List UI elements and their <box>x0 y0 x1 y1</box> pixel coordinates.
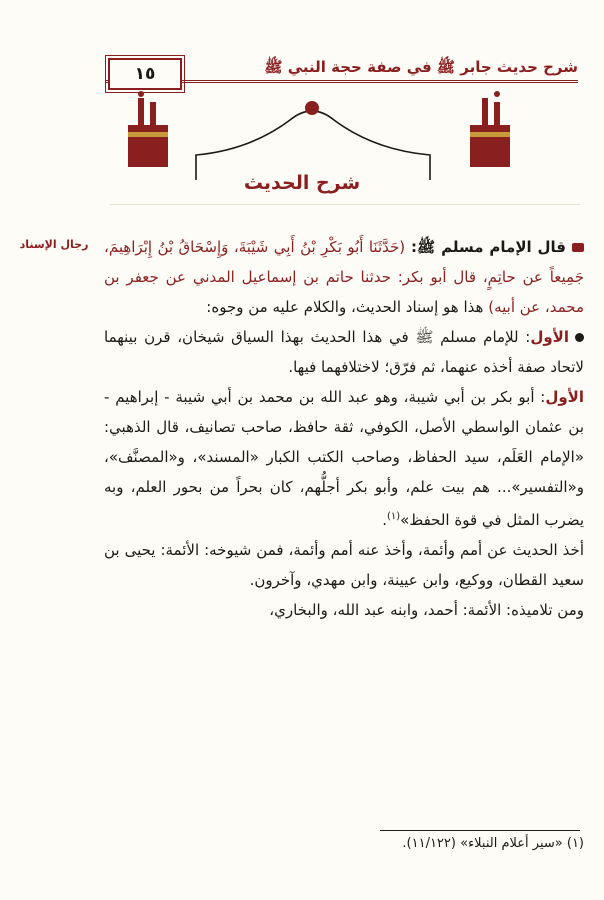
paragraph <box>104 322 584 382</box>
title-rule <box>110 204 580 205</box>
footnote-ref: (١) <box>386 511 401 522</box>
point-label: الأول <box>530 328 569 346</box>
paragraph <box>104 232 584 322</box>
center-rosette-icon <box>305 101 319 115</box>
running-title: شرح حديث جابر ﷺ في صفة حجة النبي ﷺ <box>264 58 578 76</box>
paragraph-text: : أبو بكر بن أبي شيبة، وهو عبد الله بن محمد بن أبي شيبة - إبراهيم - بن عثمان الواسطي الأصل، الكوفي، ثقة حافظ، صاحب تصانيف، قال الذهبي: «الإمام العَلَم، سيد الحفاظ، وصاحب الكتب الكبار «المسند»، و«المصنَّف»، و«التفسير»... هم بيت علم، وأبو بكر أجلُّهم، كان بحراً من بحور العلم، وبه يضرب المثل في قوة الحفظ» <box>104 388 584 529</box>
paragraph-text: : للإمام مسلم ﷺ في هذا الحديث بهذا السياق شيخان، قرن بينهما لاتحاد صفة أخذه عنهما، ثم فرّق؛ لاختلافهما فيها. <box>104 328 584 376</box>
footnote: (١) «سير أعلام النبلاء» (١١/١٢٢). <box>402 836 584 851</box>
intro-text: قال الإمام مسلم ﷺ: <box>405 238 566 256</box>
kaaba-left-icon <box>128 91 168 167</box>
paragraph-text: هذا هو إسناد الحديث، والكلام عليه من وجوه: <box>206 298 489 316</box>
book-icon <box>572 243 584 252</box>
isnad-text: (حَدَّثَنَا أَبُو بَكْرِ بْنُ أَبِي شَيْبَةَ، وَإِسْحَاقُ بْنُ إِبْرَاهِيمَ، جَمِيعاً عن حاتِمٍ، قال أبو بكر: حدثنا حاتم بن إسماعيل المدني عن جعفر بن محمد، عن أبيه) <box>104 238 584 316</box>
page-number: ١٥ <box>108 58 182 90</box>
paragraph: ومن تلاميذه: الأئمة: أحمد، وابنه عبد الله، والبخاري، <box>269 601 584 619</box>
body-text <box>104 232 584 625</box>
paragraph: أخذ الحديث عن أمم وأئمة، وأخذ عنه أمم وأئمة، فمن شيوخه: الأئمة: يحيى بن سعيد القطان، ووكيع، وابن عيينة، وابن مهدي، وآخرون. <box>104 541 584 589</box>
paragraph: الأول: أبو بكر بن أبي شيبة، وهو عبد الله بن محمد بن أبي شيبة - إبراهيم - بن عثمان الواسطي الأصل، الكوفي، ثقة حافظ، صاحب تصانيف، قال الذهبي: «الإمام العَلَم، سيد الحفاظ، وصاحب الكتب الكبار «المسند»، و«المصنَّف»، و«التفسير»... هم بيت علم، وأبو بكر أجلُّهم، كان بحراً من بحور العلم، وبه يضرب المثل في قوة الحفظ»$^{(١)}$. <box>104 388 584 529</box>
kaaba-right-icon <box>470 91 510 167</box>
footnote-rule <box>380 830 580 831</box>
point-label: الأول <box>545 388 584 406</box>
side-label: رجال الإسناد <box>19 238 89 251</box>
section-title: شرح الحديث <box>243 172 361 194</box>
bullet-icon <box>575 333 584 342</box>
